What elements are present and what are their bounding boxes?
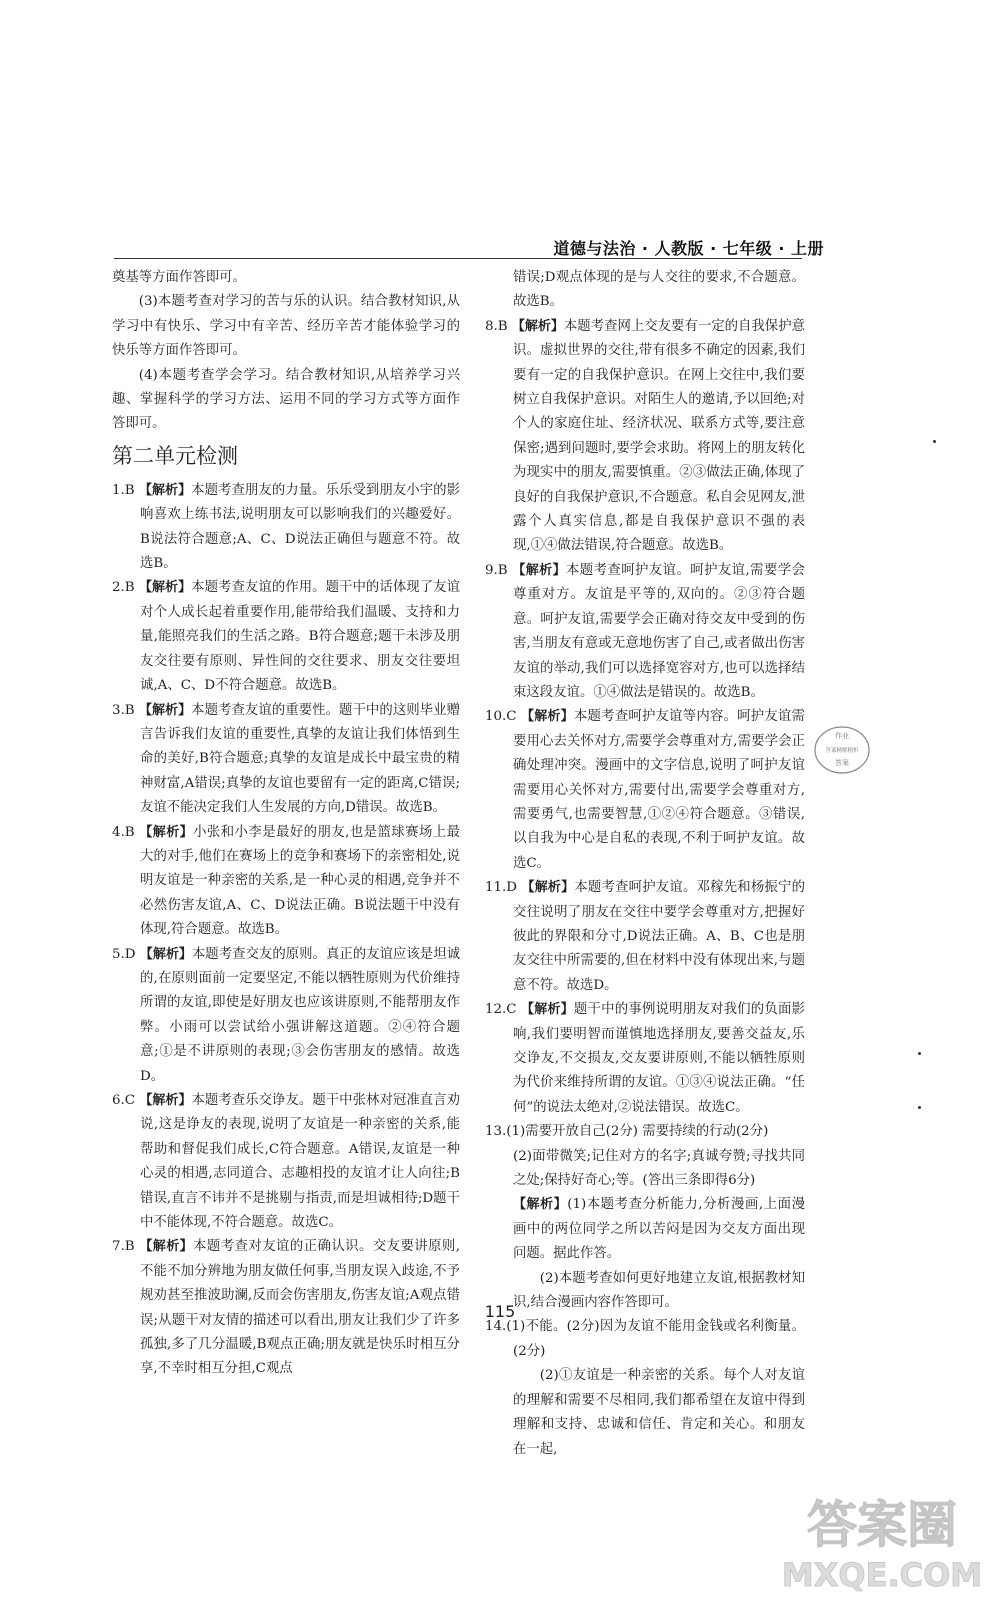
intro-paragraph-3: (3)本题考查对学习的苦与乐的认识。结合教材知识,从学习中有快乐、学习中有辛苦、经历辛苦才能体验学习的快乐等方面作答即可。 xyxy=(112,294,460,359)
answer-item-10 xyxy=(485,705,805,876)
answer-text: (1)不能。(2分)因为友谊不能用金钱或名利衡量。(2分) xyxy=(506,1319,805,1359)
analysis-text: (1)本题考查分析能力,分析漫画,上面漫画中的两位同学之所以苦闷是因为交友方面出现问题。据此作答。 xyxy=(513,1197,805,1262)
answer-14-part-2: (2)①友谊是一种亲密的关系。每个人对友谊的理解和需要不尽相同,我们都希望在友谊中得到理解和支持、忠诚和信任、肯定和关心。和朋友在一起, xyxy=(513,1368,805,1457)
answer-number: 12.C xyxy=(485,1002,517,1018)
answer-item-5 xyxy=(112,943,460,1089)
analysis-tag: 【解析】 xyxy=(139,1093,192,1108)
stamp-text-3: 答案 xyxy=(835,759,849,767)
analysis-tag: 【解析】 xyxy=(521,880,575,896)
stamp-mark xyxy=(812,722,872,778)
analysis-tag: 【解析】 xyxy=(511,318,564,334)
answer-number: 5.D xyxy=(112,946,136,962)
right-column xyxy=(485,266,805,1462)
analysis-tag: 【解析】 xyxy=(139,946,192,962)
answer-item-1 xyxy=(112,479,460,577)
analysis-tag: 【解析】 xyxy=(138,702,192,718)
answer-text: 本题考查友谊的作用。题干中的话体现了友谊对个人成长起着重要作用,能带给我们温暖、支持和力量,能照亮我们的生活之路。B符合题意;题干未涉及朋友交往要有原则、异性间的交往要求、朋友交往要坦诚,A、C、D不符合题意。故选B。 xyxy=(140,580,460,694)
answer-text: 本题考查对友谊的正确认识。交友要讲原则,不能不加分辨地为朋友做任何事,当朋友误入歧途,不予规劝甚至推波助澜,反而会伤害朋友,伤害友谊;A观点错误;从题干对友情的描述可以看出,朋友让我们少了许多孤独,多了几分温暖,B观点正确;朋友就是快乐时相互分享,不幸时相互分担,C观点 xyxy=(140,1239,460,1377)
intro-paragraph-4: (4)本题考查学会学习。结合教材知识,从培养学习兴趣、掌握科学的学习方法、运用不同的学习方式等方面作答即可。 xyxy=(112,367,460,432)
answer-item-11 xyxy=(485,876,805,998)
page-number: 115 xyxy=(484,1302,516,1321)
margin-speck xyxy=(933,440,936,443)
answer-number: 14. xyxy=(485,1319,507,1335)
margin-speck xyxy=(918,1052,921,1055)
analysis-tag: 【解析】 xyxy=(138,580,192,596)
answer-text: 本题考查交友的原则。真正的友谊应该是坦诚的,在原则面前一定要坚定,不能以牺牲原则为代价维持所谓的友谊,即使是好朋友也应该讲原则,不能帮朋友作弊。小雨可以尝试给小强讲解这道题。②④符合题意;①是不讲原则的表现;③会伤害朋友的感情。故选D。 xyxy=(140,946,460,1084)
analysis-tag: 【解析】 xyxy=(513,1197,568,1213)
site-watermark xyxy=(764,1486,994,1596)
book-title: 道德与法治 · 人教版 · 七年级 · 上册 xyxy=(553,239,824,258)
answer-item-14 xyxy=(485,1315,805,1364)
answer-number: 4.B xyxy=(112,824,135,840)
watermark-logo-text: 答案圈 xyxy=(807,1496,957,1554)
header-rule xyxy=(114,258,802,259)
answer-number: 6.C xyxy=(112,1093,136,1108)
answer-number: 9.B xyxy=(485,562,508,578)
left-column xyxy=(112,266,460,1382)
answer-item-4 xyxy=(112,821,460,943)
answer-text: 本题考查网上交友要有一定的自我保护意识。虚拟世界的交往,带有很多不确定的因素,我们要有一定的自我保护意识。在网上交往中,我们要树立自我保护意识。对陌生人的邀请,予以回绝;对个人的家庭住址、经济状况、联系方式等,要注意保密;遇到问题时,要学会求助。将网上的朋友转化为现实中的朋友,需要慎重。②③做法正确,体现了良好的自我保护意识,不合题意。私自会见网友,泄露个人真实信息,都是自我保护意识不强的表现,①④做法错误,符合题意。故选B。 xyxy=(513,318,805,554)
answer-number: 7.B xyxy=(112,1239,135,1255)
answer-number: 10.C xyxy=(485,709,517,725)
analysis-tag: 【解析】 xyxy=(521,1002,574,1018)
answer-text: 本题考查友谊的重要性。题干中的这则毕业赠言告诉我们友谊的重要性,真挚的友谊让我们体悟到生命的美好,B符合题意;真挚的友谊是成长中最宝贵的精神财富,A错误;真挚的友谊也要留有一定的距离,C错误;友谊不能决定我们人生发展的方向,D错误。故选B。 xyxy=(140,702,460,816)
answer-text: (1)需要开放自己(2分) 需要持续的行动(2分) xyxy=(506,1124,769,1140)
analysis-tag: 【解析】 xyxy=(521,709,574,725)
answer-13-part-2: (2)面带微笑;记住对方的名字;真诚夸赞;寻找共同之处;保持好奇心;等。(答出三条即得6分) xyxy=(513,1148,805,1189)
answer-number: 1.B xyxy=(112,482,135,498)
intro-line-1: 奠基等方面作答即可。 xyxy=(112,270,246,285)
answer-text: 本题考查呵护友谊等内容。呵护友谊需要用心去关怀对方,需要学会尊重对方,需要学会正确处理冲突。漫画中的文字信息,说明了呵护友谊需要用心关怀对方,需要付出,需要学会尊重对方,需要勇气,也需要智慧,①②④符合题意。③错误,以自我为中心是自私的表现,不利于呵护友谊。故选C。 xyxy=(513,709,805,871)
answer-number: 3.B xyxy=(112,702,135,718)
answer-text: 本题考查呵护友谊。呵护友谊,需要学会尊重对方。友谊是平等的,双向的。②③符合题意。呵护友谊,需要学会正确对待交友中受到的伤害,当朋友有意或无意地伤害了自己,或者做出伤害友谊的举动,我们可以选择宽容对方,也可以选择结束这段友谊。①④做法是错误的。故选B。 xyxy=(513,562,805,700)
answer-number: 11.D xyxy=(485,880,518,896)
answer-item-3 xyxy=(112,699,460,821)
answer-text: 小张和小李是最好的朋友,也是篮球赛场上最大的对手,他们在赛场上的竞争和赛场下的亲密相处,说明友谊是一种亲密的关系,是一种心灵的相遇,竞争并不必然伤害友谊,A、C、D说法正确。B说法题干中没有体现,符合题意。故选B。 xyxy=(140,824,460,938)
answer-item-6 xyxy=(112,1089,460,1235)
answer-item-9 xyxy=(485,559,805,705)
answer-text: 本题考查呵护友谊。邓稼先和杨振宁的交往说明了朋友在交往中要学会尊重对方,把握好彼此的界限和分寸,D说法正确。A、B、C也是朋友交往中所需要的,但在材料中没有体现出来,与题意不符。故选D。 xyxy=(513,880,805,993)
analysis-tag: 【解析】 xyxy=(138,482,192,498)
answer-item-2 xyxy=(112,576,460,698)
stamp-text-2: 答案精解精析 xyxy=(825,748,859,754)
answer-7-continuation: 错误;D观点体现的是与人交往的要求,不合题意。故选B。 xyxy=(513,270,805,310)
answer-item-13 xyxy=(485,1120,805,1144)
answer-number: 13. xyxy=(485,1124,507,1140)
analysis-tag: 【解析】 xyxy=(139,1239,194,1255)
answer-text: 本题考查乐交诤友。题干中张林对冠准直言劝说,这是诤友的表现,说明了友谊是一种亲密的关系,能帮助和督促我们成长,C符合题意。A错误,友谊是一种心灵的相遇,志同道合、志趣相投的友谊才让人向往;B错误,直言不讳并不是挑剔与指责,而是坦诚相待;D题干中不能体现,不符合题意。故选C。 xyxy=(140,1093,460,1231)
watermark-url-text: MXQE.COM xyxy=(781,1556,983,1594)
stamp-text-1: 作业 xyxy=(835,732,849,740)
answer-item-8 xyxy=(485,315,805,559)
answer-item-12 xyxy=(485,998,805,1120)
answer-text: 题干中的事例说明朋友对我们的负面影响,我们要明智而谨慎地选择朋友,要善交益友,乐交诤友,不交损友,交友要讲原则,不能以牺牲原则为代价来维持所谓的友谊。①③④说法正确。“任何”的说法太绝对,②说法错误。故选C。 xyxy=(513,1002,805,1115)
answer-number: 2.B xyxy=(112,580,135,596)
answer-text: 本题考查朋友的力量。乐乐受到朋友小宇的影响喜欢上练书法,说明朋友可以影响我们的兴趣爱好。B说法符合题意;A、C、D说法正确但与题意不符。故选B。 xyxy=(140,482,460,572)
answer-13-analysis xyxy=(485,1193,805,1266)
analysis-tag: 【解析】 xyxy=(139,824,194,840)
analysis-tag: 【解析】 xyxy=(512,562,566,578)
margin-speck xyxy=(918,1106,921,1109)
section-title: 第二单元检测 xyxy=(112,443,238,468)
answer-number: 8.B xyxy=(485,318,508,334)
answer-13-analysis-2: (2)本题考查如何更好地建立友谊,根据教材知识,结合漫画内容作答即可。 xyxy=(513,1270,805,1311)
